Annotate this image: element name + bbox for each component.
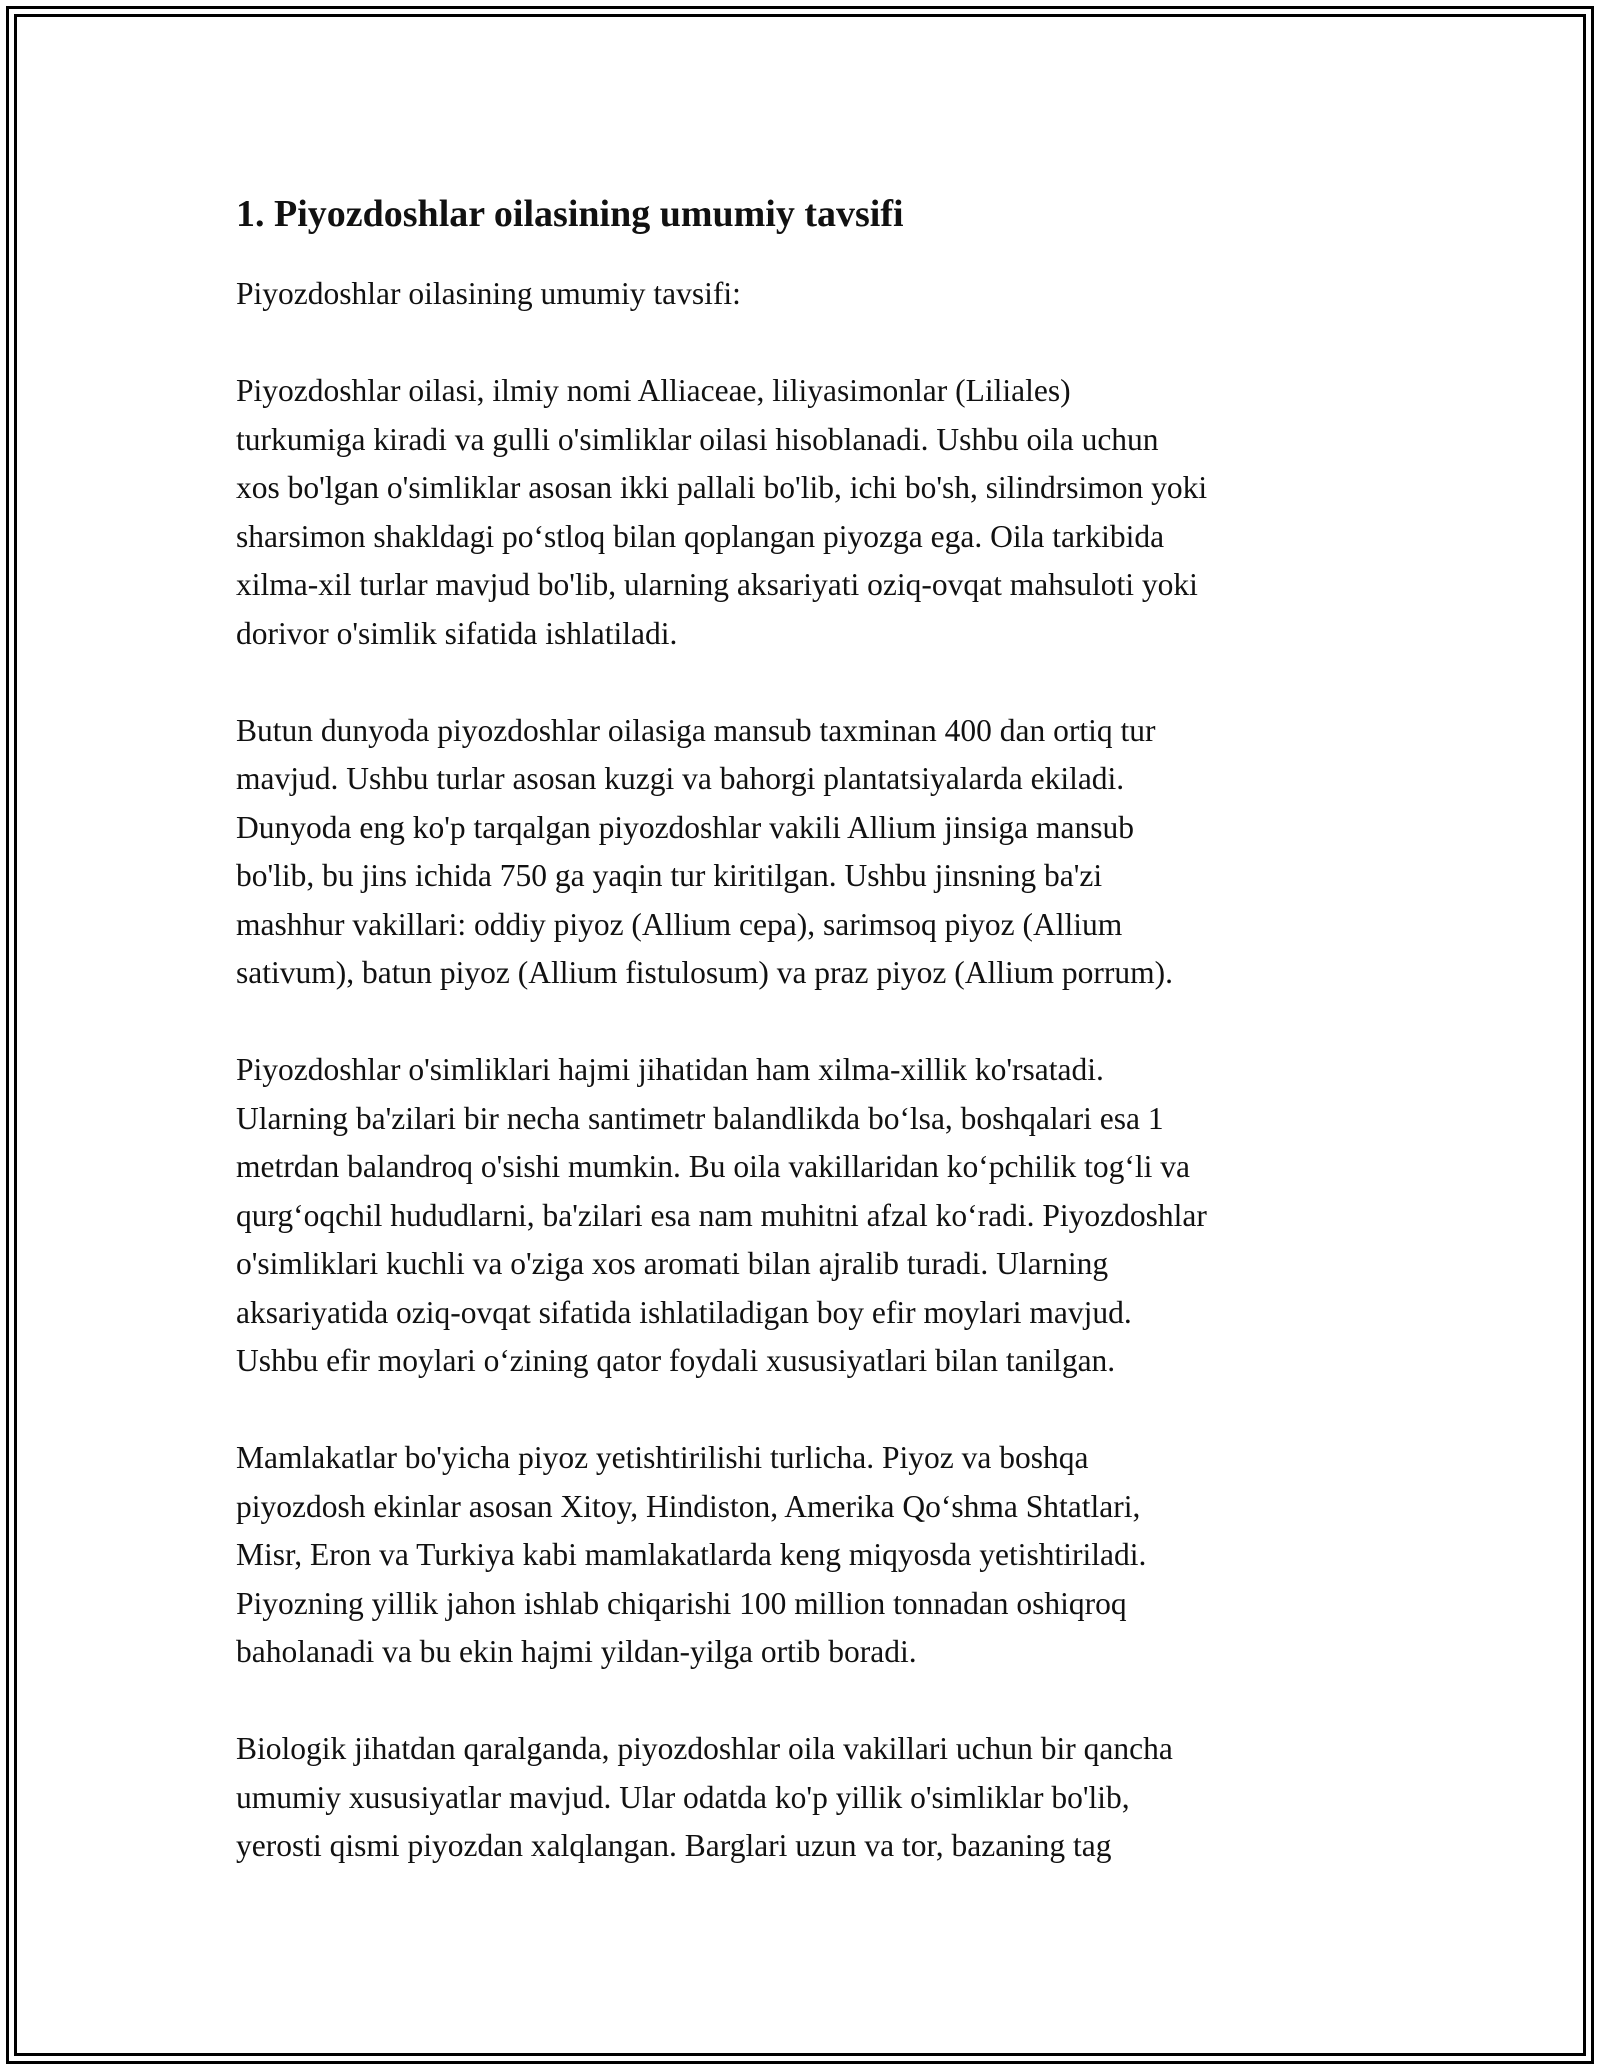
intro-line: Piyozdoshlar oilasining umumiy tavsifi: bbox=[236, 276, 741, 311]
document-title: 1. Piyozdoshlar oilasining umumiy tavsifi bbox=[236, 193, 904, 235]
paragraph-3: Piyozdoshlar o'simliklari hajmi jihatidan ham xilma-xillik ko'rsatadi. Ularning ba'zilari bir necha santimetr balandlikda bo‘lsa, boshqalari esa 1 metrdan balandroq o'sishi mumkin. Bu oila vakillaridan ko‘pchilik tog‘li va qurg‘oqchil hududlarni, ba'zilari esa nam muhitni afzal ko‘radi. Piyozdoshlar o'simliklari kuchli va o'ziga xos aromati bilan ajralib turadi. Ularning aksariyatida oziq-ovqat sifatida ishlatiladigan boy efir moylari mavjud. Ushbu efir moylari o‘zining qator foydali xususiyatlari bilan tanilgan. bbox=[236, 1052, 1207, 1378]
paragraph-1: Piyozdoshlar oilasi, ilmiy nomi Alliaceae, liliyasimonlar (Liliales) turkumiga kiradi va gulli o'simliklar oilasi hisoblanadi. Ushbu oila uchun xos bo'lgan o'simliklar asosan ikki pallali bo'lib, ichi bo'sh, silindrsimon yoki sharsimon shakldagi po‘stloq bilan qoplangan piyozga ega. Oila tarkibida xilma-xil turlar mavjud bo'lib, ularning aksariyati oziq-ovqat mahsuloti yoki dorivor o'simlik sifatida ishlatiladi. bbox=[236, 373, 1208, 651]
document-body bbox=[236, 188, 1376, 1871]
paragraph-4: Mamlakatlar bo'yicha piyoz yetishtirilishi turlicha. Piyoz va boshqa piyozdosh ekinlar asosan Xitoy, Hindiston, Amerika Qo‘shma Shtatlari, Misr, Eron va Turkiya kabi mamlakatlarda keng miqyosda yetishtiriladi. Piyozning yillik jahon ishlab chiqarishi 100 million tonnadan oshiqroq baholanadi va bu ekin hajmi yildan-yilga ortib boradi. bbox=[236, 1440, 1147, 1669]
paragraph-2: Butun dunyoda piyozdoshlar oilasiga mansub taxminan 400 dan ortiq tur mavjud. Ushbu turlar asosan kuzgi va bahorgi plantatsiyalarda ekiladi. Dunyoda eng ko'p tarqalgan piyozdoshlar vakili Allium jinsiga mansub bo'lib, bu jins ichida 750 ga yaqin tur kiritilgan. Ushbu jinsning ba'zi mashhur vakillari: oddiy piyoz (Allium cepa), sarimsoq piyoz (Allium sativum), batun piyoz (Allium fistulosum) va praz piyoz (Allium porrum). bbox=[236, 712, 1173, 990]
paragraph-5: Biologik jihatdan qaralganda, piyozdoshlar oila vakillari uchun bir qancha umumiy xususiyatlar mavjud. Ular odatda ko'p yillik o'simliklar bo'lib, yerosti qismi piyozdan xalqlangan. Barglari uzun va tor, bazaning tag bbox=[236, 1731, 1173, 1863]
